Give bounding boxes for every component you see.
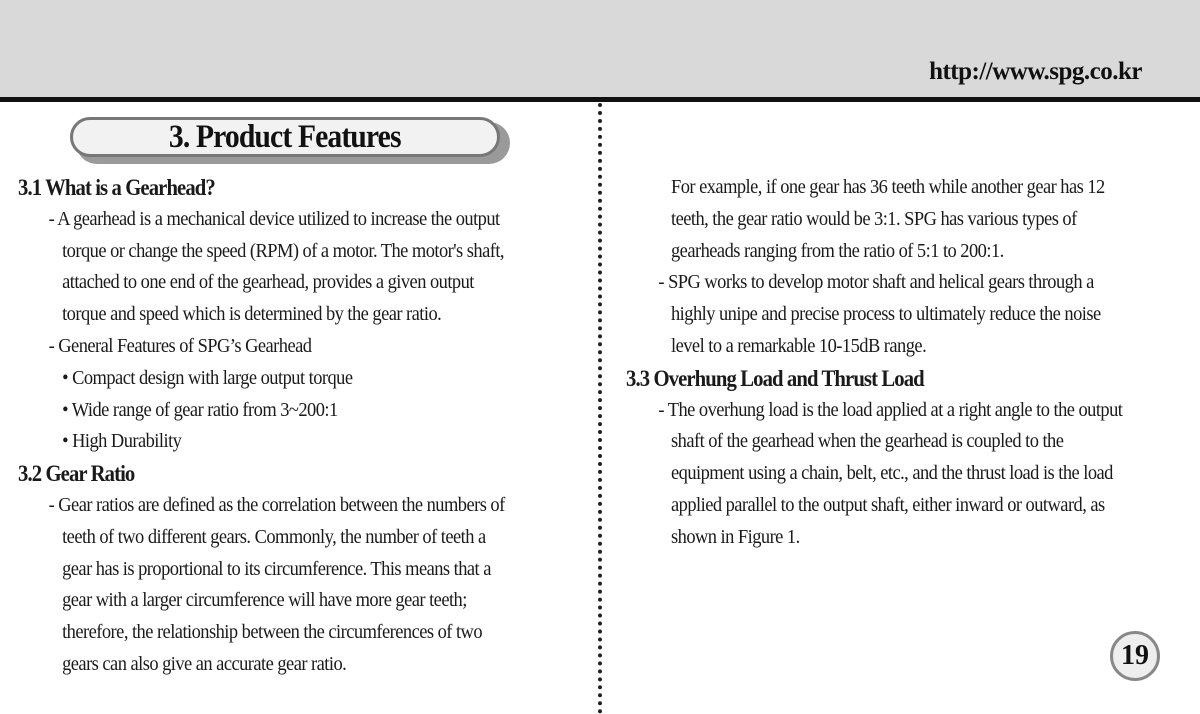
- header-rule: [0, 97, 1200, 102]
- paragraph-line: torque and speed which is determined by the gear ratio.: [62, 303, 442, 326]
- left-column: [18, 172, 588, 681]
- paragraph-line: For example, if one gear has 36 teeth while another gear has 12: [671, 176, 1105, 198]
- paragraph-line: gear has is proportional to its circumference. This means that a: [62, 557, 491, 580]
- column-divider: [598, 103, 602, 714]
- features-intro: - General Features of SPG’s Gearhead: [48, 334, 312, 357]
- paragraph-line: gearheads ranging from the ratio of 5:1 to 200:1.: [671, 239, 1004, 262]
- paragraph-line: torque or change the speed (RPM) of a motor. The motor's shaft,: [62, 239, 504, 262]
- feature-bullet: • High Durability: [62, 430, 182, 453]
- paragraph-line: - A gearhead is a mechanical device utilized to increase the output: [48, 207, 500, 230]
- section-heading-3-2: 3.2 Gear Ratio: [18, 461, 135, 487]
- paragraph-line: highly unipe and precise process to ultimately reduce the noise: [671, 303, 1101, 326]
- paragraph-line: gears can also give an accurate gear ratio.: [62, 652, 347, 675]
- paragraph-line: shown in Figure 1.: [671, 525, 800, 548]
- header-url: http://www.spg.co.kr: [929, 58, 1142, 85]
- section-heading-3-3: 3.3 Overhung Load and Thrust Load: [626, 365, 924, 391]
- page-title: 3. Product Features: [169, 118, 401, 155]
- feature-bullet: • Compact design with large output torque: [62, 366, 353, 389]
- paragraph-line: gear with a larger circumference will have more gear teeth;: [62, 589, 467, 612]
- title-pill: [70, 117, 500, 157]
- right-column: [626, 172, 1186, 554]
- paragraph-line: - SPG works to develop motor shaft and helical gears through a: [658, 271, 1094, 294]
- feature-bullet: • Wide range of gear ratio from 3~200:1: [62, 398, 338, 421]
- section-heading-3-1: 3.1 What is a Gearhead?: [18, 175, 215, 200]
- page-number-badge: [1110, 631, 1160, 681]
- paragraph-line: - The overhung load is the load applied at a right angle to the output: [658, 398, 1123, 421]
- paragraph-line: teeth of two different gears. Commonly, the number of teeth a: [62, 525, 486, 548]
- paragraph-line: applied parallel to the output shaft, either inward or outward, as: [671, 493, 1105, 516]
- paragraph-line: - Gear ratios are defined as the correlation between the numbers of: [48, 493, 505, 516]
- paragraph-line: teeth, the gear ratio would be 3:1. SPG has various types of: [671, 207, 1077, 230]
- paragraph-line: equipment using a chain, belt, etc., and the thrust load is the load: [671, 462, 1113, 485]
- paragraph-line: attached to one end of the gearhead, provides a given output: [62, 271, 474, 294]
- page-number: 19: [1121, 640, 1149, 671]
- paragraph-line: level to a remarkable 10-15dB range.: [671, 334, 927, 357]
- paragraph-line: therefore, the relationship between the circumferences of two: [62, 621, 483, 644]
- paragraph-line: shaft of the gearhead when the gearhead is coupled to the: [671, 430, 1064, 453]
